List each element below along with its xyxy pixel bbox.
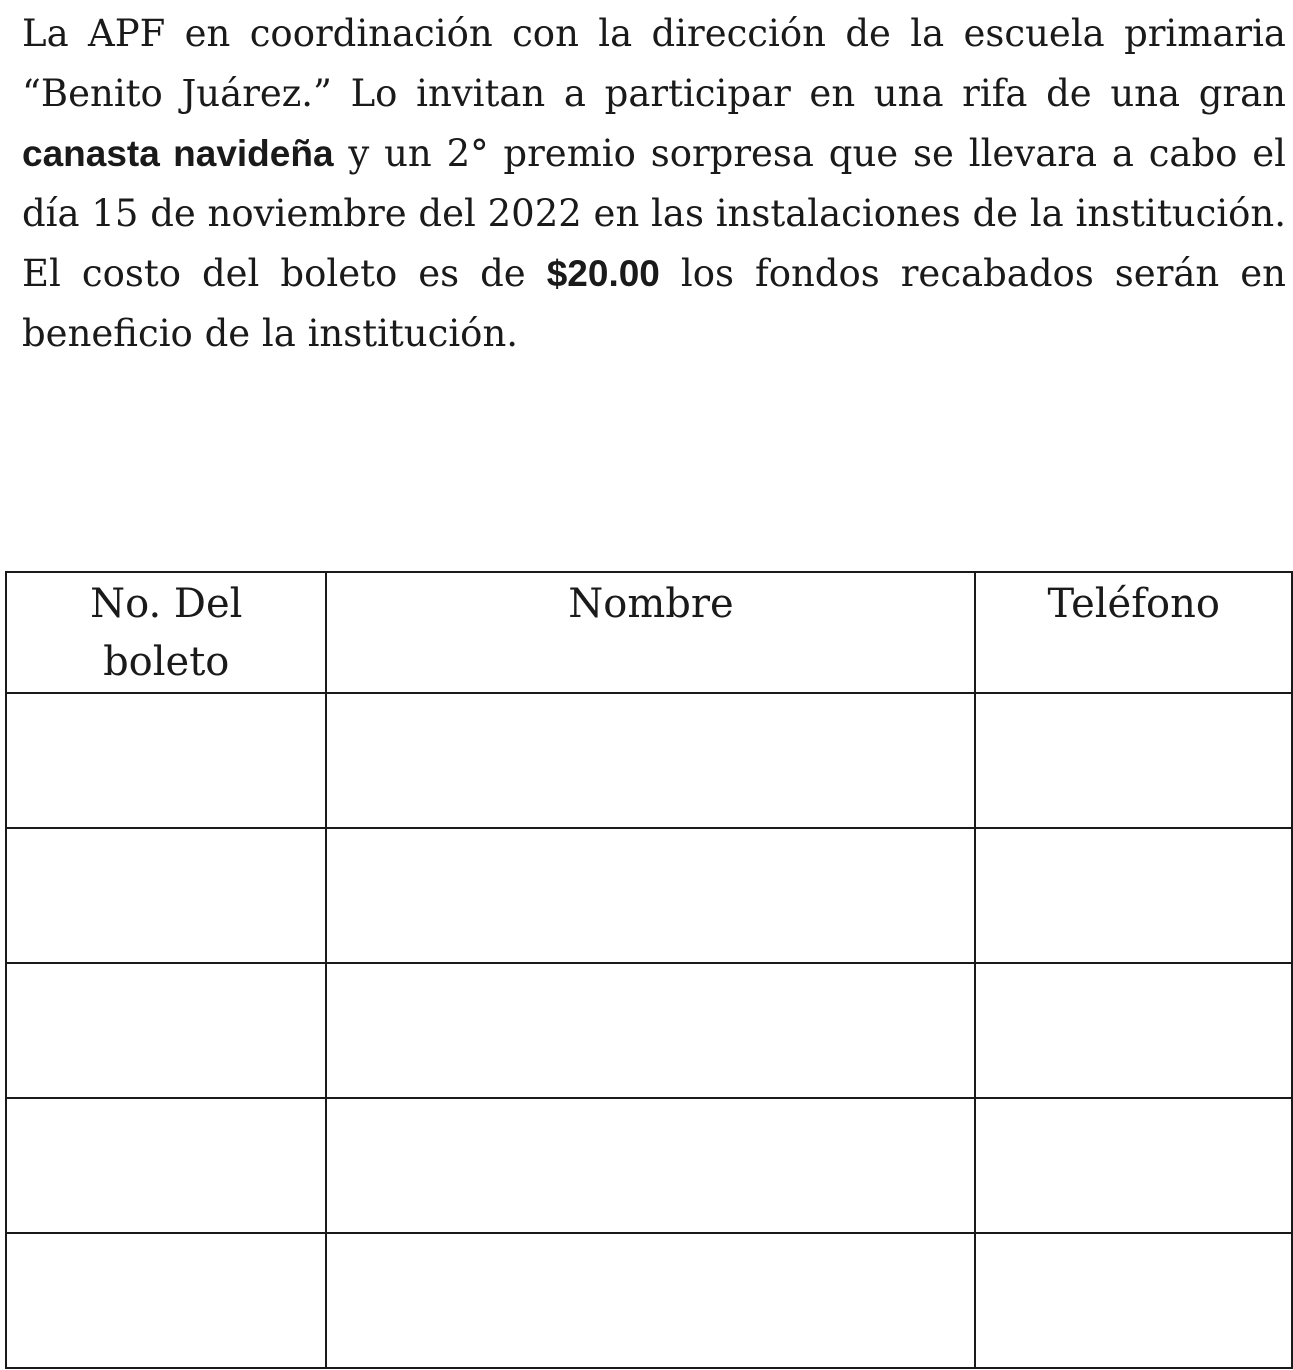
notice-text-part1: La APF en coordinación con la dirección de la escuela primaria “Benito Juárez.” Lo invitan a participar en una rifa de una gran <box>22 12 1286 115</box>
cell-name[interactable] <box>326 963 975 1098</box>
raffle-notice <box>22 4 1286 364</box>
header-ticket-number-line2: boleto <box>103 639 230 685</box>
table-row <box>6 1098 1292 1233</box>
cell-phone[interactable] <box>975 828 1292 963</box>
table-row <box>6 1233 1292 1368</box>
cell-phone[interactable] <box>975 963 1292 1098</box>
cell-ticket-number[interactable] <box>6 963 326 1098</box>
notice-text-part2: y un 2° premio sorpresa que se llevara a cabo el día 15 de noviembre del 2022 en las instalaciones de la institución. El costo del boleto es de <box>22 132 1286 295</box>
table-header-row <box>6 572 1292 693</box>
cell-phone[interactable] <box>975 1098 1292 1233</box>
table-row <box>6 828 1292 963</box>
participant-table <box>5 571 1293 1369</box>
cell-phone[interactable] <box>975 693 1292 828</box>
cell-ticket-number[interactable] <box>6 1233 326 1368</box>
table-row <box>6 693 1292 828</box>
cell-name[interactable] <box>326 1233 975 1368</box>
header-ticket-number-line1: No. Del <box>90 581 243 627</box>
header-name: Nombre <box>326 572 975 693</box>
cell-ticket-number[interactable] <box>6 1098 326 1233</box>
prize-highlight: canasta navideña <box>22 133 334 174</box>
cell-ticket-number[interactable] <box>6 828 326 963</box>
table-row <box>6 963 1292 1098</box>
cell-name[interactable] <box>326 693 975 828</box>
header-ticket-number <box>6 572 326 693</box>
cell-ticket-number[interactable] <box>6 693 326 828</box>
cell-name[interactable] <box>326 828 975 963</box>
ticket-price-highlight: $20.00 <box>546 253 660 294</box>
notice-text-part3: los fondos recabados serán en beneficio de la institución. <box>22 252 1286 355</box>
cell-phone[interactable] <box>975 1233 1292 1368</box>
cell-name[interactable] <box>326 1098 975 1233</box>
header-phone: Teléfono <box>975 572 1292 693</box>
